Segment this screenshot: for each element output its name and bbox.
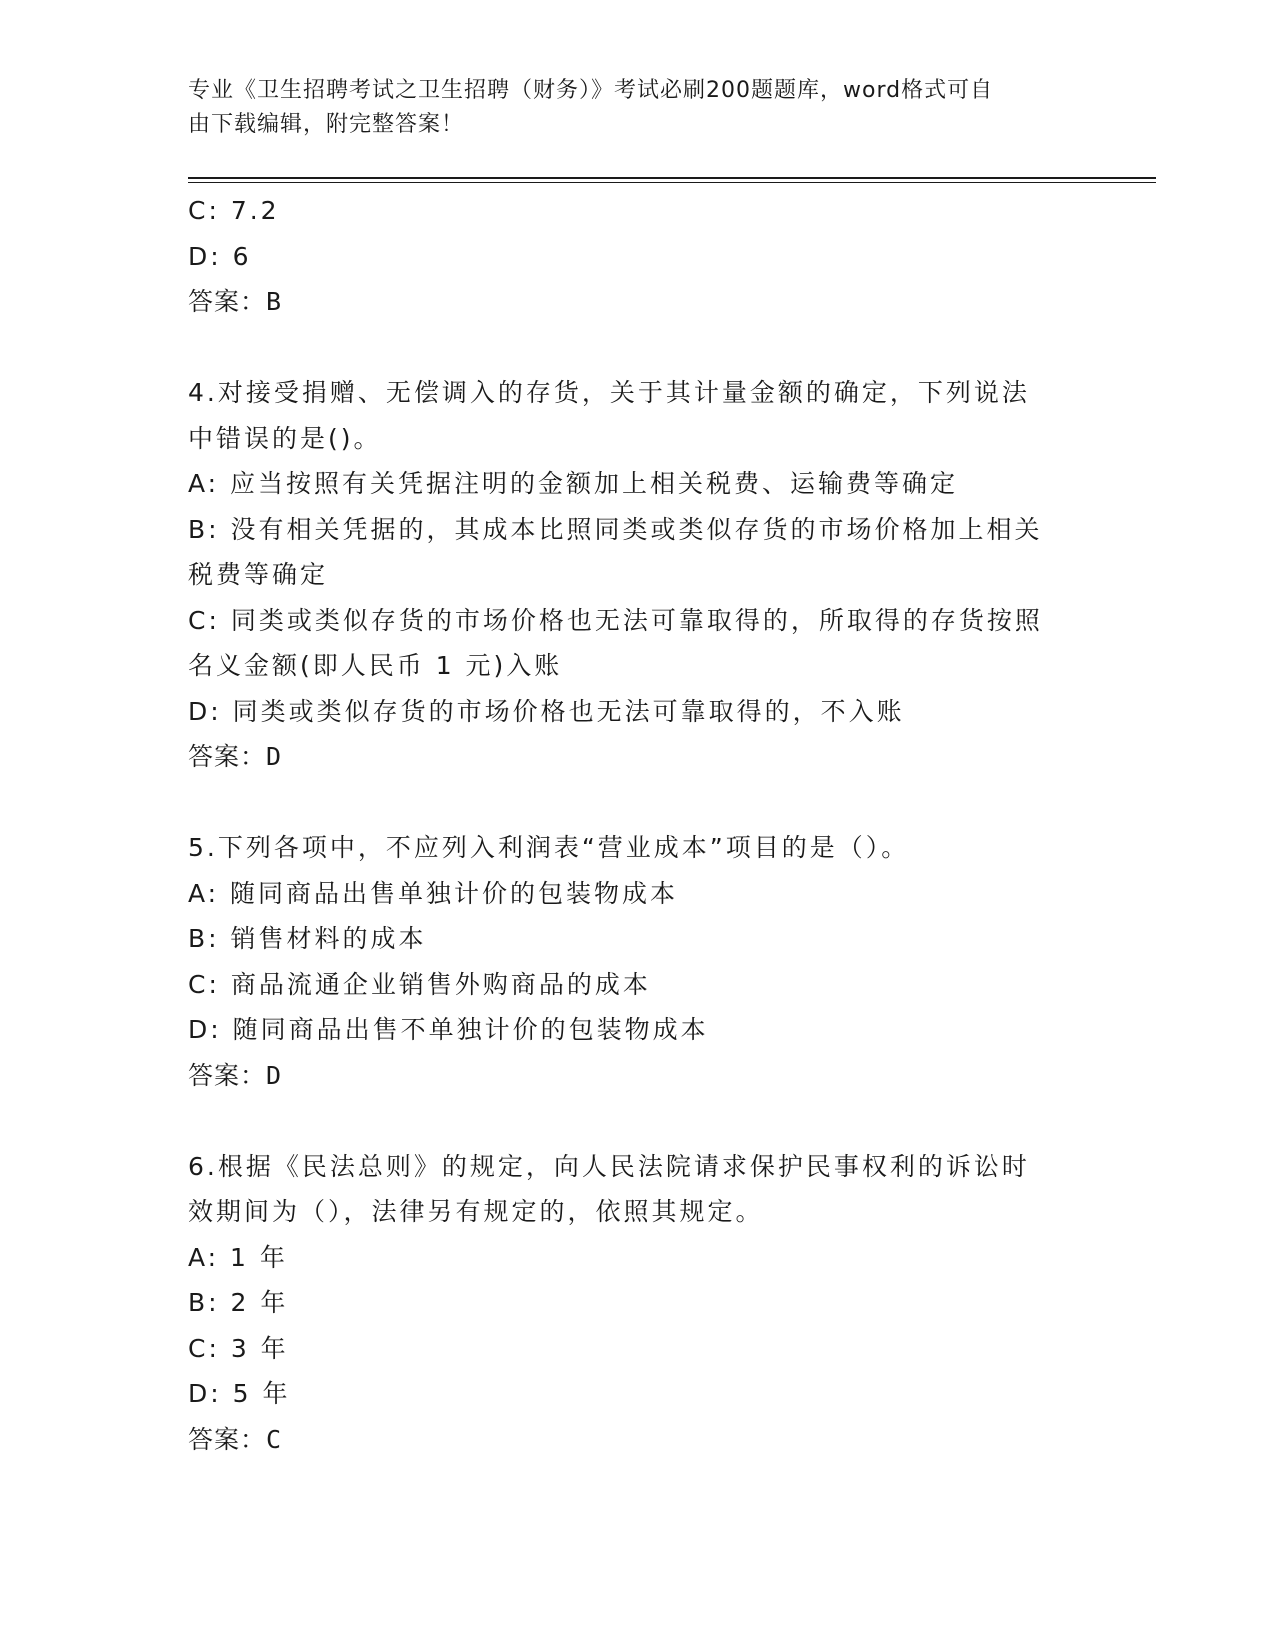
answer-line: 答案：D <box>188 1060 283 1090</box>
answer-line: 答案：C <box>188 1424 283 1454</box>
header-divider-thick <box>188 177 1156 179</box>
option-b: B: 销售材料的成本 <box>188 924 427 953</box>
question-stem-line: 效期间为（），法律另有规定的，依照其规定。 <box>188 1197 764 1226</box>
spacer <box>188 780 1088 826</box>
header-line-2: 由下载编辑，附完整答案！ <box>188 112 465 137</box>
option-c: C: 商品流通企业销售外购商品的成本 <box>188 969 651 999</box>
document-header <box>188 74 1068 142</box>
question-5 <box>188 825 1088 1098</box>
question-stem-line: 6.根据《民法总则》的规定，向人民法院请求保护民事权利的诉讼时 <box>188 1151 1030 1181</box>
option-b: B: 2 年 <box>188 1288 289 1317</box>
option-b-continued: 税费等确定 <box>188 560 329 589</box>
answer-line: 答案：D <box>188 742 283 771</box>
option-c-continued: 名义金额(即人民币 1 元)入账 <box>188 651 563 680</box>
question-stem-line: 中错误的是()。 <box>188 423 382 453</box>
option-d: D: 随同商品出售不单独计价的包装物成本 <box>188 1015 709 1044</box>
option-a: A: 随同商品出售单独计价的包装物成本 <box>188 878 679 908</box>
header-divider-thin <box>188 182 1156 183</box>
question-stem-line: 5.下列各项中，不应列入利润表“营业成本”项目的是（）。 <box>188 833 910 862</box>
option-d: D: 同类或类似存货的市场价格也无法可靠取得的，不入账 <box>188 696 905 726</box>
option-d: D: 6 <box>188 241 252 271</box>
question-stem-line: 4.对接受捐赠、无偿调入的存货，关于其计量金额的确定，下列说法 <box>188 378 1030 407</box>
spacer <box>188 1098 1088 1144</box>
option-c: C: 同类或类似存货的市场价格也无法可靠取得的，所取得的存货按照 <box>188 605 1043 635</box>
option-d: D: 5 年 <box>188 1379 291 1408</box>
spacer <box>188 325 1088 371</box>
answer-line: 答案：B <box>188 287 283 316</box>
header-line-1: 专业《卫生招聘考试之卫生招聘（财务）》考试必刷200题题库，word格式可自 <box>188 78 994 103</box>
option-c: C: 7.2 <box>188 196 280 225</box>
option-a: A: 应当按照有关凭据注明的金额加上相关税费、运输费等确定 <box>188 469 959 498</box>
question-4 <box>188 370 1088 780</box>
question-list <box>188 188 1088 1462</box>
option-a: A: 1 年 <box>188 1242 288 1272</box>
option-b: B: 没有相关凭据的，其成本比照同类或类似存货的市场价格加上相关 <box>188 514 1043 544</box>
option-c: C: 3 年 <box>188 1333 289 1363</box>
question-6 <box>188 1144 1088 1463</box>
prev-question-tail <box>188 188 1088 325</box>
